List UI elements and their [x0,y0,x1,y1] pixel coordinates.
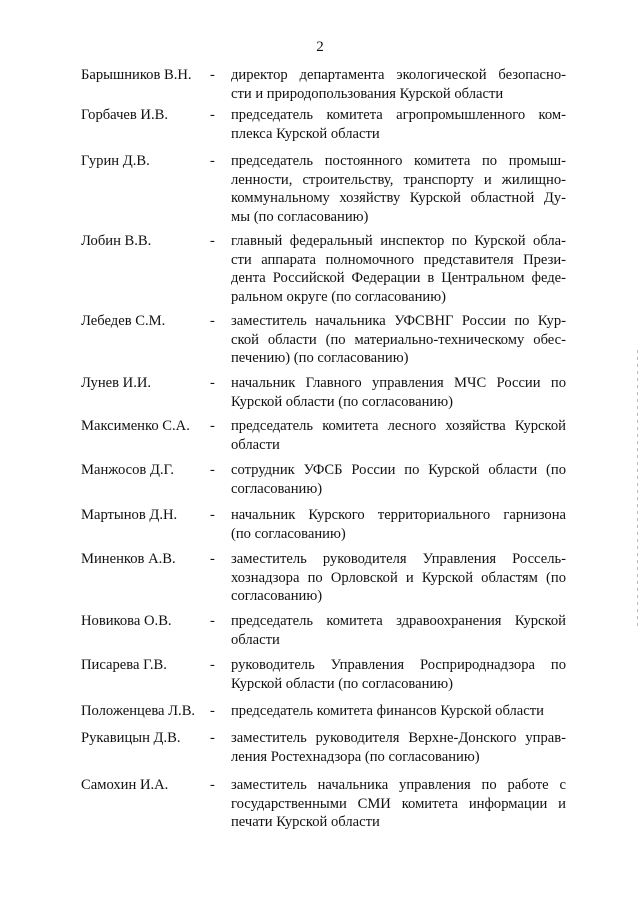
member-position [231,461,566,498]
member-position-line: печати Курской области [231,814,380,831]
member-position [231,312,566,368]
member-position-line: Курской области (по согласованию) [231,675,453,692]
member-dash: - [210,233,215,249]
member-position-line: согласованию) [231,588,323,605]
member-name: Мартынов Д.Н. [81,507,178,523]
member-dash: - [210,67,215,83]
member-dash: - [210,551,215,567]
member-dash: - [210,730,215,746]
member-position [231,417,566,454]
member-name: Горбачев И.В. [81,107,168,123]
member-name: Лунев И.И. [81,375,152,391]
member-position [231,612,566,649]
member-position [231,232,566,306]
member-position-line: сти аппарата полномочного представителя Прези- [231,251,566,268]
member-position-line: председатель комитета лесного хозяйства Курской [231,418,566,434]
member-position-line: начальник Курского территориального гарнизона [231,507,566,523]
member-dash: - [210,777,215,793]
member-position-line: Курской области (по согласованию) [231,393,453,410]
member-position-line: сотрудник УФСБ России по Курской области (по [231,462,566,478]
member-position-line: начальник Главного управления МЧС России по [231,375,566,391]
member-position-line: дента Российской Федерации в Центральном феде- [231,270,566,287]
member-position-line: директор департамента экологической безопасно- [231,67,566,83]
member-name: Писарева Г.В. [81,657,167,673]
member-position-line: сти и природопользования Курской области [231,85,504,102]
member-position-line: ления Ростехнадзора (по согласованию) [231,748,480,765]
member-position [231,702,566,721]
member-name: Манжосов Д.Г. [81,462,174,478]
member-position-line: плекса Курской области [231,125,380,142]
member-name: Лобин В.В. [81,233,152,249]
member-dash: - [210,107,215,123]
member-position-line: председатель комитета финансов Курской области [231,703,544,719]
member-position [231,374,566,411]
member-dash: - [210,462,215,478]
member-position-line: руководитель Управления Росприроднадзора по [231,657,566,673]
member-position-line: хознадзора по Орловской и Курской областям (по [231,569,566,586]
member-position [231,106,566,143]
member-position [231,152,566,226]
member-dash: - [210,507,215,523]
member-position-line: ской области (по материально-техническому обес- [231,331,566,348]
member-name: Самохин И.А. [81,777,169,793]
member-position-line: председатель постоянного комитета по промыш- [231,153,566,169]
member-position-line: государственными СМИ комитета информации и [231,795,566,812]
member-position-line: главный федеральный инспектор по Курской обла- [231,233,566,249]
member-dash: - [210,613,215,629]
member-position [231,66,566,103]
member-position [231,776,566,832]
member-position-line: области [231,631,280,648]
member-position-line: заместитель начальника УФСВНГ России по Кур- [231,313,566,329]
member-position-line: области [231,436,280,453]
member-dash: - [210,375,215,391]
member-name: Рукавицын Д.В. [81,730,181,746]
member-name: Максименко С.А. [81,418,190,434]
member-name: Новикова О.В. [81,613,172,629]
member-position [231,506,566,543]
member-position [231,550,566,606]
member-name: Положенцева Л.В. [81,703,196,719]
member-dash: - [210,418,215,434]
member-position-line: коммунальному хозяйству Курской областной Ду- [231,190,566,207]
member-position-line: согласованию) [231,480,323,497]
member-position-line: печению) (по согласованию) [231,350,409,367]
member-position-line: председатель комитета агропромышленного ком- [231,107,566,123]
member-dash: - [210,313,215,329]
member-position-line: заместитель начальника управления по работе с [231,777,566,793]
member-name: Гурин Д.В. [81,153,150,169]
member-position [231,729,566,766]
member-dash: - [210,703,215,719]
member-position-line: мы (по согласованию) [231,208,369,225]
member-position-line: заместитель руководителя Управления Россель- [231,551,566,567]
page-number: 2 [316,39,324,55]
member-name: Барышников В.Н. [81,67,192,83]
member-position-line: председатель комитета здравоохранения Курской [231,613,566,629]
member-dash: - [210,657,215,673]
member-dash: - [210,153,215,169]
member-position-line: ральном округе (по согласованию) [231,288,446,305]
member-name: Миненков А.В. [81,551,176,567]
scan-edge-mark [637,350,638,630]
member-position-line: (по согласованию) [231,525,346,542]
member-position-line: заместитель руководителя Верхне-Донского управ- [231,730,566,746]
member-name: Лебедев С.М. [81,313,166,329]
member-position [231,656,566,693]
member-position-line: ленности, строительству, транспорту и жилищно- [231,171,566,188]
